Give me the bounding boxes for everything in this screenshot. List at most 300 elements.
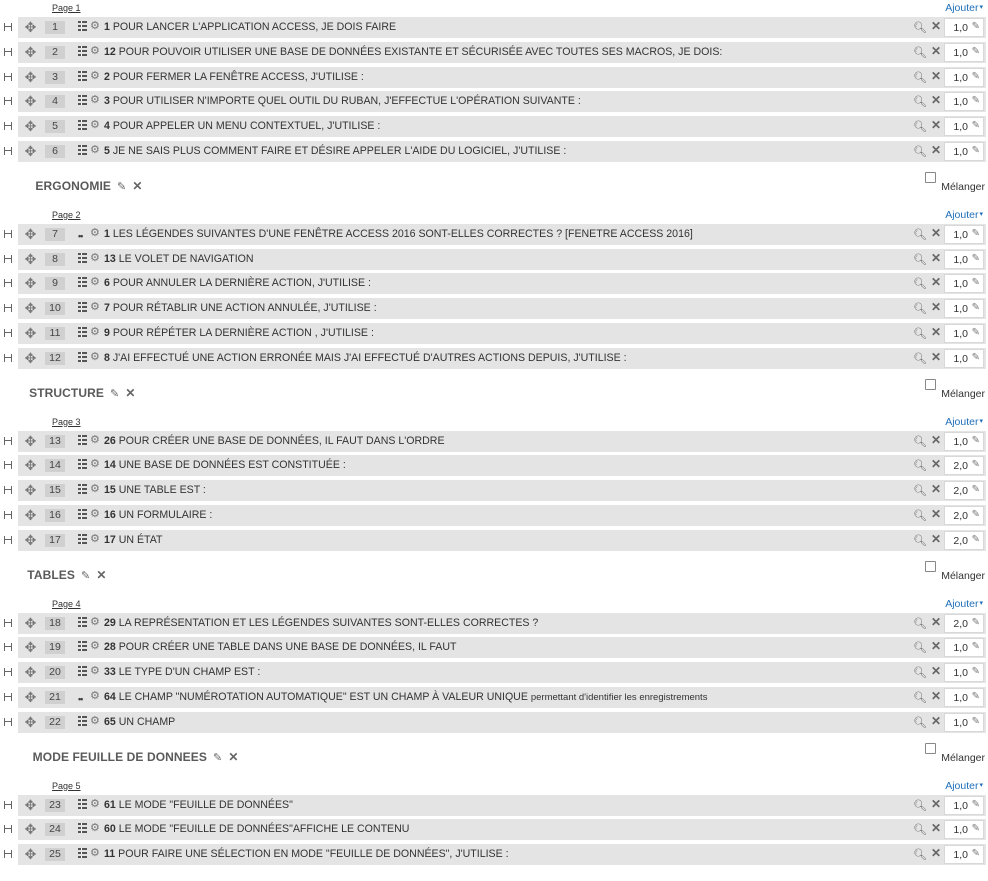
max-mark-field[interactable] (944, 117, 984, 136)
max-mark-field[interactable] (944, 43, 984, 62)
move-icon[interactable]: ✥ (24, 225, 37, 242)
pencil-icon[interactable]: ✎ (971, 227, 980, 239)
pencil-icon[interactable]: ✎ (971, 484, 980, 496)
move-icon[interactable]: ✥ (24, 821, 37, 838)
section-title-text: MODE FEUILLE DE DONNEES (32, 749, 207, 764)
search-icon[interactable]: 🔍︎ (913, 485, 927, 498)
close-icon[interactable]: ✕ (930, 300, 941, 315)
max-mark-value: 2,0 (953, 617, 968, 630)
gear-icon: ⚙ (90, 507, 100, 520)
max-mark-field[interactable] (944, 481, 984, 500)
close-icon[interactable]: ✕ (930, 846, 941, 861)
question-text[interactable]: 1 LES LÉGENDES SUIVANTES D'UNE FENÊTRE ACCESS 2016 SONT-ELLES CORRECTES ? [FENETRE ACCESS 2016] (104, 227, 693, 240)
question-type-icons (78, 641, 102, 654)
question-type-icons (78, 509, 102, 522)
question-number: 21 (45, 691, 65, 704)
pencil-icon[interactable]: ✎ (971, 45, 980, 57)
move-icon[interactable]: ✥ (24, 68, 37, 85)
add-dropdown[interactable]: Ajouter▾ (945, 597, 983, 610)
search-icon[interactable]: 🔍︎ (913, 460, 927, 473)
search-icon[interactable]: 🔍︎ (913, 121, 927, 134)
question-number: 5 (45, 120, 65, 133)
page-break-icon[interactable] (4, 437, 13, 447)
page-break-icon[interactable] (4, 122, 13, 132)
pencil-icon[interactable]: ✎ (971, 252, 980, 264)
close-icon[interactable]: ✕ (930, 349, 941, 364)
max-mark-field[interactable] (944, 820, 984, 839)
pencil-icon[interactable]: ✎ (971, 848, 980, 860)
move-icon[interactable]: ✥ (24, 19, 37, 35)
question-text[interactable]: 14 UNE BASE DE DONNÉES EST CONSTITUÉE : (104, 459, 346, 472)
multichoice-icon (78, 617, 87, 629)
question-text[interactable]: 28 POUR CRÉER UNE TABLE DANS UNE BASE DE DONNÉES, IL FAUT (104, 641, 457, 654)
gear-icon: ⚙ (90, 119, 100, 132)
move-icon[interactable]: ✥ (24, 614, 37, 631)
move-icon[interactable]: ✥ (24, 324, 37, 341)
question-text[interactable]: 12 POUR POUVOIR UTILISER UNE BASE DE DONNÉES EXISTANTE ET SÉCURISÉE AVEC TOUTES SES MACROS, JE DOIS: (104, 45, 723, 58)
close-icon[interactable]: ✕ (930, 482, 941, 497)
chevron-down-icon: ▾ (979, 599, 983, 607)
close-icon[interactable]: ✕ (930, 250, 941, 265)
chevron-down-icon: ▾ (979, 417, 983, 425)
shuffle-checkbox[interactable] (925, 172, 936, 183)
max-mark-field[interactable] (944, 274, 984, 293)
close-icon[interactable]: ✕ (930, 614, 941, 629)
question-number: 22 (45, 716, 65, 729)
shuffle-option[interactable] (925, 567, 985, 582)
section-title-text: TABLES (27, 567, 75, 582)
page-break-icon[interactable] (4, 73, 13, 83)
question-type-icons (78, 327, 102, 340)
max-mark-value: 1,0 (953, 22, 968, 34)
multichoice-icon (78, 459, 87, 471)
max-mark-field[interactable] (944, 432, 984, 451)
gear-icon: ⚙ (90, 458, 100, 471)
search-icon[interactable]: 🔍︎ (913, 22, 927, 34)
gear-icon: ⚙ (90, 433, 100, 446)
gear-icon: ⚙ (90, 69, 100, 82)
question-text[interactable]: 3 POUR UTILISER N'IMPORTE QUEL OUTIL DU RUBAN, J'EFFECTUE L'OPÉRATION SUIVANTE : (104, 95, 581, 108)
question-id: 33 (104, 666, 116, 679)
search-icon[interactable]: 🔍︎ (913, 46, 927, 59)
page-break-icon[interactable] (4, 619, 13, 629)
move-icon[interactable]: ✥ (24, 506, 37, 523)
page-break-icon[interactable] (4, 850, 13, 860)
close-icon[interactable]: ✕ (930, 19, 941, 33)
question-number: 24 (45, 823, 65, 836)
pencil-icon[interactable]: ✎ (971, 434, 980, 446)
page-break-icon[interactable] (4, 511, 13, 521)
page-link[interactable]: Page 5 (52, 780, 81, 791)
question-text[interactable]: 33 LE TYPE D'UN CHAMP EST : (104, 666, 261, 679)
pencil-icon[interactable]: ✎ (971, 21, 980, 32)
question-number: 11 (45, 327, 65, 340)
page-break-icon[interactable] (4, 693, 13, 703)
question-type-icons (78, 716, 102, 729)
search-icon[interactable]: 🔍︎ (913, 71, 927, 84)
pencil-icon[interactable]: ✎ (971, 508, 980, 520)
close-icon[interactable]: ✕ (125, 385, 136, 400)
gear-icon: ⚙ (90, 276, 100, 289)
add-dropdown[interactable]: Ajouter▾ (945, 208, 983, 221)
multichoice-icon (78, 253, 87, 265)
multichoice-icon (78, 120, 87, 132)
max-mark-value: 1,0 (953, 253, 968, 266)
close-icon[interactable]: ✕ (930, 664, 941, 679)
question-type-icons (78, 435, 102, 448)
shuffle-checkbox[interactable] (925, 743, 936, 754)
max-mark-field[interactable] (944, 299, 984, 318)
question-text[interactable]: 61 LE MODE "FEUILLE DE DONNÉES" (104, 798, 293, 811)
shuffle-label: Mélanger (941, 180, 985, 193)
move-icon[interactable]: ✥ (24, 43, 37, 60)
page-break-icon[interactable] (4, 801, 13, 811)
pencil-icon[interactable]: ✎ (971, 326, 980, 338)
max-mark-field[interactable] (944, 506, 984, 525)
pencil-icon[interactable]: ✎ (971, 95, 980, 107)
question-text[interactable]: 5 JE NE SAIS PLUS COMMENT FAIRE ET DÉSIRE APPELER L'AIDE DU LOGICIEL, J'UTILISE : (104, 144, 567, 157)
multichoice-icon (78, 484, 87, 496)
search-icon[interactable]: 🔍︎ (913, 327, 927, 340)
max-mark-field[interactable] (944, 18, 984, 37)
question-text[interactable]: 8 J'AI EFFECTUÉ UNE ACTION ERRONÉE MAIS J'AI EFFECTUÉ D'AUTRES ACTIONS DEPUIS, J'UTILISE : (104, 351, 627, 364)
page-break-icon[interactable] (4, 255, 13, 265)
move-icon[interactable]: ✥ (24, 664, 37, 681)
question-row (18, 505, 986, 526)
question-id: 8 (104, 351, 110, 364)
move-icon[interactable]: ✥ (24, 639, 37, 656)
question-type-icons (78, 666, 102, 679)
question-number: 20 (45, 666, 65, 679)
move-icon[interactable]: ✥ (24, 713, 37, 730)
close-icon[interactable]: ✕ (132, 178, 143, 193)
page-header (0, 0, 988, 17)
multichoice-icon (78, 534, 87, 546)
pencil-icon[interactable]: ✎ (117, 180, 127, 193)
gear-icon: ⚙ (90, 640, 100, 653)
pencil-icon[interactable]: ✎ (971, 70, 980, 82)
pencil-icon[interactable]: ✎ (971, 616, 980, 628)
gear-icon: ⚙ (90, 226, 100, 239)
question-row (18, 141, 986, 162)
search-icon[interactable]: 🔍︎ (913, 824, 927, 837)
max-mark-field[interactable] (944, 845, 984, 864)
question-number: 6 (45, 145, 65, 158)
max-mark-value: 2,0 (953, 485, 968, 498)
pencil-icon[interactable]: ✎ (110, 387, 120, 400)
close-icon[interactable]: ✕ (930, 43, 941, 58)
close-icon[interactable]: ✕ (930, 432, 941, 447)
question-number: 10 (45, 302, 65, 315)
page-break-icon[interactable] (4, 230, 13, 240)
max-mark-field[interactable] (944, 92, 984, 111)
shuffle-option[interactable] (925, 749, 985, 764)
multichoice-icon (78, 21, 87, 33)
move-icon[interactable]: ✥ (24, 275, 37, 292)
question-row (18, 819, 986, 840)
max-mark-field[interactable] (944, 324, 984, 343)
search-icon[interactable]: 🔍︎ (913, 303, 927, 316)
pencil-icon[interactable]: ✎ (971, 277, 980, 289)
question-text[interactable]: 11 POUR FAIRE UNE SÉLECTION EN MODE "FEUILLE DE DONNÉES", J'UTILISE : (104, 848, 509, 861)
close-icon[interactable]: ✕ (930, 324, 941, 339)
question-row (18, 42, 986, 63)
question-text-extra: permettant d'identifier les enregistrements (530, 691, 708, 703)
question-row (18, 613, 986, 634)
question-id: 29 (104, 616, 116, 629)
question-type-icons (78, 46, 102, 59)
question-row (18, 637, 986, 658)
max-mark-value: 1,0 (953, 228, 968, 241)
max-mark-value: 1,0 (953, 667, 968, 680)
multichoice-icon (78, 641, 87, 653)
max-mark-field[interactable] (944, 456, 984, 475)
move-icon[interactable]: ✥ (24, 796, 37, 813)
question-type-icons (78, 21, 102, 34)
search-icon[interactable]: 🔍︎ (913, 849, 927, 862)
search-icon[interactable]: 🔍︎ (913, 145, 927, 158)
page-break-icon[interactable] (4, 329, 13, 339)
question-text[interactable]: 15 UNE TABLE EST : (104, 484, 206, 497)
question-text[interactable]: 13 LE VOLET DE NAVIGATION (104, 252, 254, 265)
pencil-icon[interactable]: ✎ (971, 144, 980, 156)
shuffle-option[interactable] (925, 178, 985, 193)
close-icon[interactable]: ✕ (930, 118, 941, 133)
page-break-icon[interactable] (4, 536, 13, 546)
max-mark-value: 1,0 (953, 278, 968, 291)
max-mark-value: 1,0 (953, 96, 968, 109)
question-row (18, 116, 986, 137)
search-icon[interactable]: 🔍︎ (913, 509, 927, 522)
close-icon[interactable]: ✕ (930, 531, 941, 546)
question-text[interactable]: 65 UN CHAMP (104, 715, 176, 728)
gear-icon: ⚙ (90, 44, 100, 57)
close-icon[interactable]: ✕ (930, 275, 941, 290)
pencil-icon[interactable]: ✎ (81, 569, 91, 582)
shuffle-option[interactable] (925, 385, 985, 400)
page-break-icon[interactable] (4, 668, 13, 678)
search-icon[interactable]: 🔍︎ (913, 799, 927, 812)
question-row (18, 298, 986, 319)
pencil-icon[interactable]: ✎ (971, 641, 980, 653)
close-icon[interactable]: ✕ (930, 68, 941, 83)
search-icon[interactable]: 🔍︎ (913, 667, 927, 680)
section-title (27, 567, 107, 582)
max-mark-field[interactable] (944, 713, 984, 732)
pencil-icon[interactable]: ✎ (971, 715, 980, 727)
question-text[interactable]: 4 POUR APPELER UN MENU CONTEXTUEL, J'UTILISE : (104, 120, 381, 133)
question-text[interactable]: 2 POUR FERMER LA FENÊTRE ACCESS, J'UTILISE : (104, 70, 364, 83)
move-icon[interactable]: ✥ (24, 688, 37, 705)
question-type-icons (78, 484, 102, 497)
max-mark-value: 1,0 (953, 121, 968, 134)
question-text[interactable]: 1 POUR LANCER L'APPLICATION ACCESS, JE DOIS FAIRE (104, 21, 397, 33)
max-mark-value: 1,0 (953, 327, 968, 340)
max-mark-field[interactable] (944, 349, 984, 368)
max-mark-field[interactable] (944, 614, 984, 633)
page-break-icon[interactable] (4, 486, 13, 496)
question-number: 13 (45, 435, 65, 448)
search-icon[interactable]: 🔍︎ (913, 617, 927, 630)
move-icon[interactable]: ✥ (24, 118, 37, 135)
add-dropdown[interactable]: Ajouter▾ (945, 2, 983, 14)
search-icon[interactable]: 🔍︎ (913, 352, 927, 365)
gear-icon: ⚙ (90, 325, 100, 338)
question-row (18, 480, 986, 501)
shuffle-checkbox[interactable] (925, 379, 936, 390)
section-heading (0, 373, 988, 414)
max-mark-field[interactable] (944, 250, 984, 269)
question-number: 23 (45, 799, 65, 812)
question-type-icons (78, 617, 102, 630)
multichoice-icon (78, 145, 87, 157)
page-break-icon[interactable] (4, 354, 13, 364)
move-icon[interactable]: ✥ (24, 432, 37, 449)
question-id: 2 (104, 70, 110, 83)
question-type-icons (78, 228, 102, 241)
section-heading (0, 737, 988, 778)
search-icon[interactable]: 🔍︎ (913, 278, 927, 291)
question-number: 17 (45, 534, 65, 547)
truefalse-icon: •• (78, 230, 83, 241)
search-icon[interactable]: 🔍︎ (913, 642, 927, 655)
section-title-text: ERGONOMIE (35, 178, 111, 193)
question-type-icons (78, 848, 102, 861)
close-icon[interactable]: ✕ (930, 821, 941, 836)
close-icon[interactable]: ✕ (930, 457, 941, 472)
question-row (18, 795, 986, 816)
move-icon[interactable]: ✥ (24, 457, 37, 474)
search-icon[interactable]: 🔍︎ (913, 435, 927, 448)
close-icon[interactable]: ✕ (930, 639, 941, 654)
search-icon[interactable]: 🔍︎ (913, 228, 927, 241)
move-icon[interactable]: ✥ (24, 349, 37, 366)
max-mark-field[interactable] (944, 638, 984, 657)
question-id: 5 (104, 144, 110, 157)
page-break-icon[interactable] (4, 23, 13, 33)
question-text[interactable]: 17 UN ÉTAT (104, 533, 163, 546)
shuffle-label: Mélanger (941, 387, 985, 400)
move-icon[interactable]: ✥ (24, 482, 37, 499)
max-mark-field[interactable] (944, 688, 984, 707)
max-mark-field[interactable] (944, 531, 984, 550)
page-break-icon[interactable] (4, 304, 13, 314)
question-text[interactable]: 16 UN FORMULAIRE : (104, 508, 213, 521)
max-mark-field[interactable] (944, 663, 984, 682)
close-icon[interactable]: ✕ (930, 225, 941, 240)
gear-icon: ⚙ (90, 615, 100, 628)
page-break-icon[interactable] (4, 825, 13, 835)
question-text[interactable]: 6 POUR ANNULER LA DERNIÈRE ACTION, J'UTILISE : (104, 277, 371, 290)
max-mark-field[interactable] (944, 142, 984, 161)
question-text[interactable]: 60 LE MODE "FEUILLE DE DONNÉES"AFFICHE LE CONTENU (104, 823, 410, 836)
question-number: 3 (45, 71, 65, 84)
pencil-icon[interactable]: ✎ (971, 351, 980, 363)
close-icon[interactable]: ✕ (930, 713, 941, 728)
search-icon[interactable]: 🔍︎ (913, 534, 927, 547)
section-heading (0, 555, 988, 596)
question-text[interactable]: 29 LA REPRÉSENTATION ET LES LÉGENDES SUIVANTES SONT-ELLES CORRECTES ? (104, 616, 539, 629)
close-icon[interactable]: ✕ (930, 142, 941, 157)
page-break-icon[interactable] (4, 147, 13, 157)
page-break-icon[interactable] (4, 97, 13, 107)
close-icon[interactable]: ✕ (930, 506, 941, 521)
question-id: 60 (104, 823, 116, 836)
question-type-icons (78, 799, 102, 812)
question-text[interactable]: 7 POUR RÉTABLIR UNE ACTION ANNULÉE, J'UTILISE : (104, 302, 377, 315)
question-text[interactable]: 64 LE CHAMP "NUMÉROTATION AUTOMATIQUE" EST UN CHAMP À VALEUR UNIQUE permettant d'identifier les enregistrements (104, 690, 708, 703)
question-number: 8 (45, 253, 65, 266)
chevron-down-icon: ▾ (979, 4, 983, 11)
pencil-icon[interactable]: ✎ (971, 666, 980, 678)
add-dropdown[interactable]: Ajouter▾ (945, 779, 983, 792)
move-icon[interactable]: ✥ (24, 846, 37, 863)
page-break-icon[interactable] (4, 718, 13, 728)
question-number: 7 (45, 228, 65, 241)
pencil-icon[interactable]: ✎ (971, 302, 980, 314)
question-id: 14 (104, 459, 116, 472)
question-id: 28 (104, 641, 116, 654)
pencil-icon[interactable]: ✎ (971, 459, 980, 471)
gear-icon: ⚙ (90, 251, 100, 264)
close-icon[interactable]: ✕ (930, 688, 941, 703)
pencil-icon[interactable]: ✎ (971, 120, 980, 132)
gear-icon: ⚙ (90, 665, 100, 678)
page-break-icon[interactable] (4, 461, 13, 471)
pencil-icon[interactable]: ✎ (971, 798, 980, 810)
page-header (0, 414, 988, 431)
pencil-icon[interactable]: ✎ (213, 751, 223, 764)
question-text[interactable]: 9 POUR RÉPÉTER LA DERNIÈRE ACTION , J'UTILISE : (104, 326, 374, 339)
close-icon[interactable]: ✕ (930, 796, 941, 811)
question-row (18, 67, 986, 88)
page-link[interactable]: Page 4 (52, 598, 81, 609)
search-icon[interactable]: 🔍︎ (913, 253, 927, 266)
search-icon[interactable]: 🔍︎ (913, 716, 927, 729)
close-icon[interactable]: ✕ (930, 93, 941, 108)
search-icon[interactable]: 🔍︎ (913, 691, 927, 704)
close-icon[interactable]: ✕ (228, 749, 239, 764)
move-icon[interactable]: ✥ (24, 142, 37, 159)
page-break-icon[interactable] (4, 279, 13, 289)
question-text[interactable]: 26 POUR CRÉER UNE BASE DE DONNÉES, IL FAUT DANS L'ORDRE (104, 434, 445, 447)
pencil-icon[interactable]: ✎ (971, 533, 980, 545)
page-link[interactable]: Page 2 (52, 209, 81, 220)
shuffle-checkbox[interactable] (925, 561, 936, 572)
page-break-icon[interactable] (4, 643, 13, 653)
close-icon[interactable]: ✕ (96, 567, 107, 582)
multichoice-icon (78, 71, 87, 83)
page-link[interactable]: Page 3 (52, 416, 81, 427)
max-mark-field[interactable] (944, 796, 984, 815)
add-dropdown[interactable]: Ajouter▾ (945, 415, 983, 428)
question-id: 6 (104, 277, 110, 290)
search-icon[interactable]: 🔍︎ (913, 96, 927, 109)
question-id: 11 (104, 848, 116, 861)
move-icon[interactable]: ✥ (24, 250, 37, 267)
move-icon[interactable]: ✥ (24, 531, 37, 548)
move-icon[interactable]: ✥ (24, 300, 37, 317)
pencil-icon[interactable]: ✎ (971, 690, 980, 702)
max-mark-field[interactable] (944, 225, 984, 244)
gear-icon: ⚙ (90, 143, 100, 156)
move-icon[interactable]: ✥ (24, 93, 37, 110)
max-mark-value: 2,0 (953, 534, 968, 547)
pencil-icon[interactable]: ✎ (971, 823, 980, 835)
max-mark-field[interactable] (944, 68, 984, 87)
page-link[interactable]: Page 1 (52, 3, 81, 13)
page-break-icon[interactable] (4, 48, 13, 58)
